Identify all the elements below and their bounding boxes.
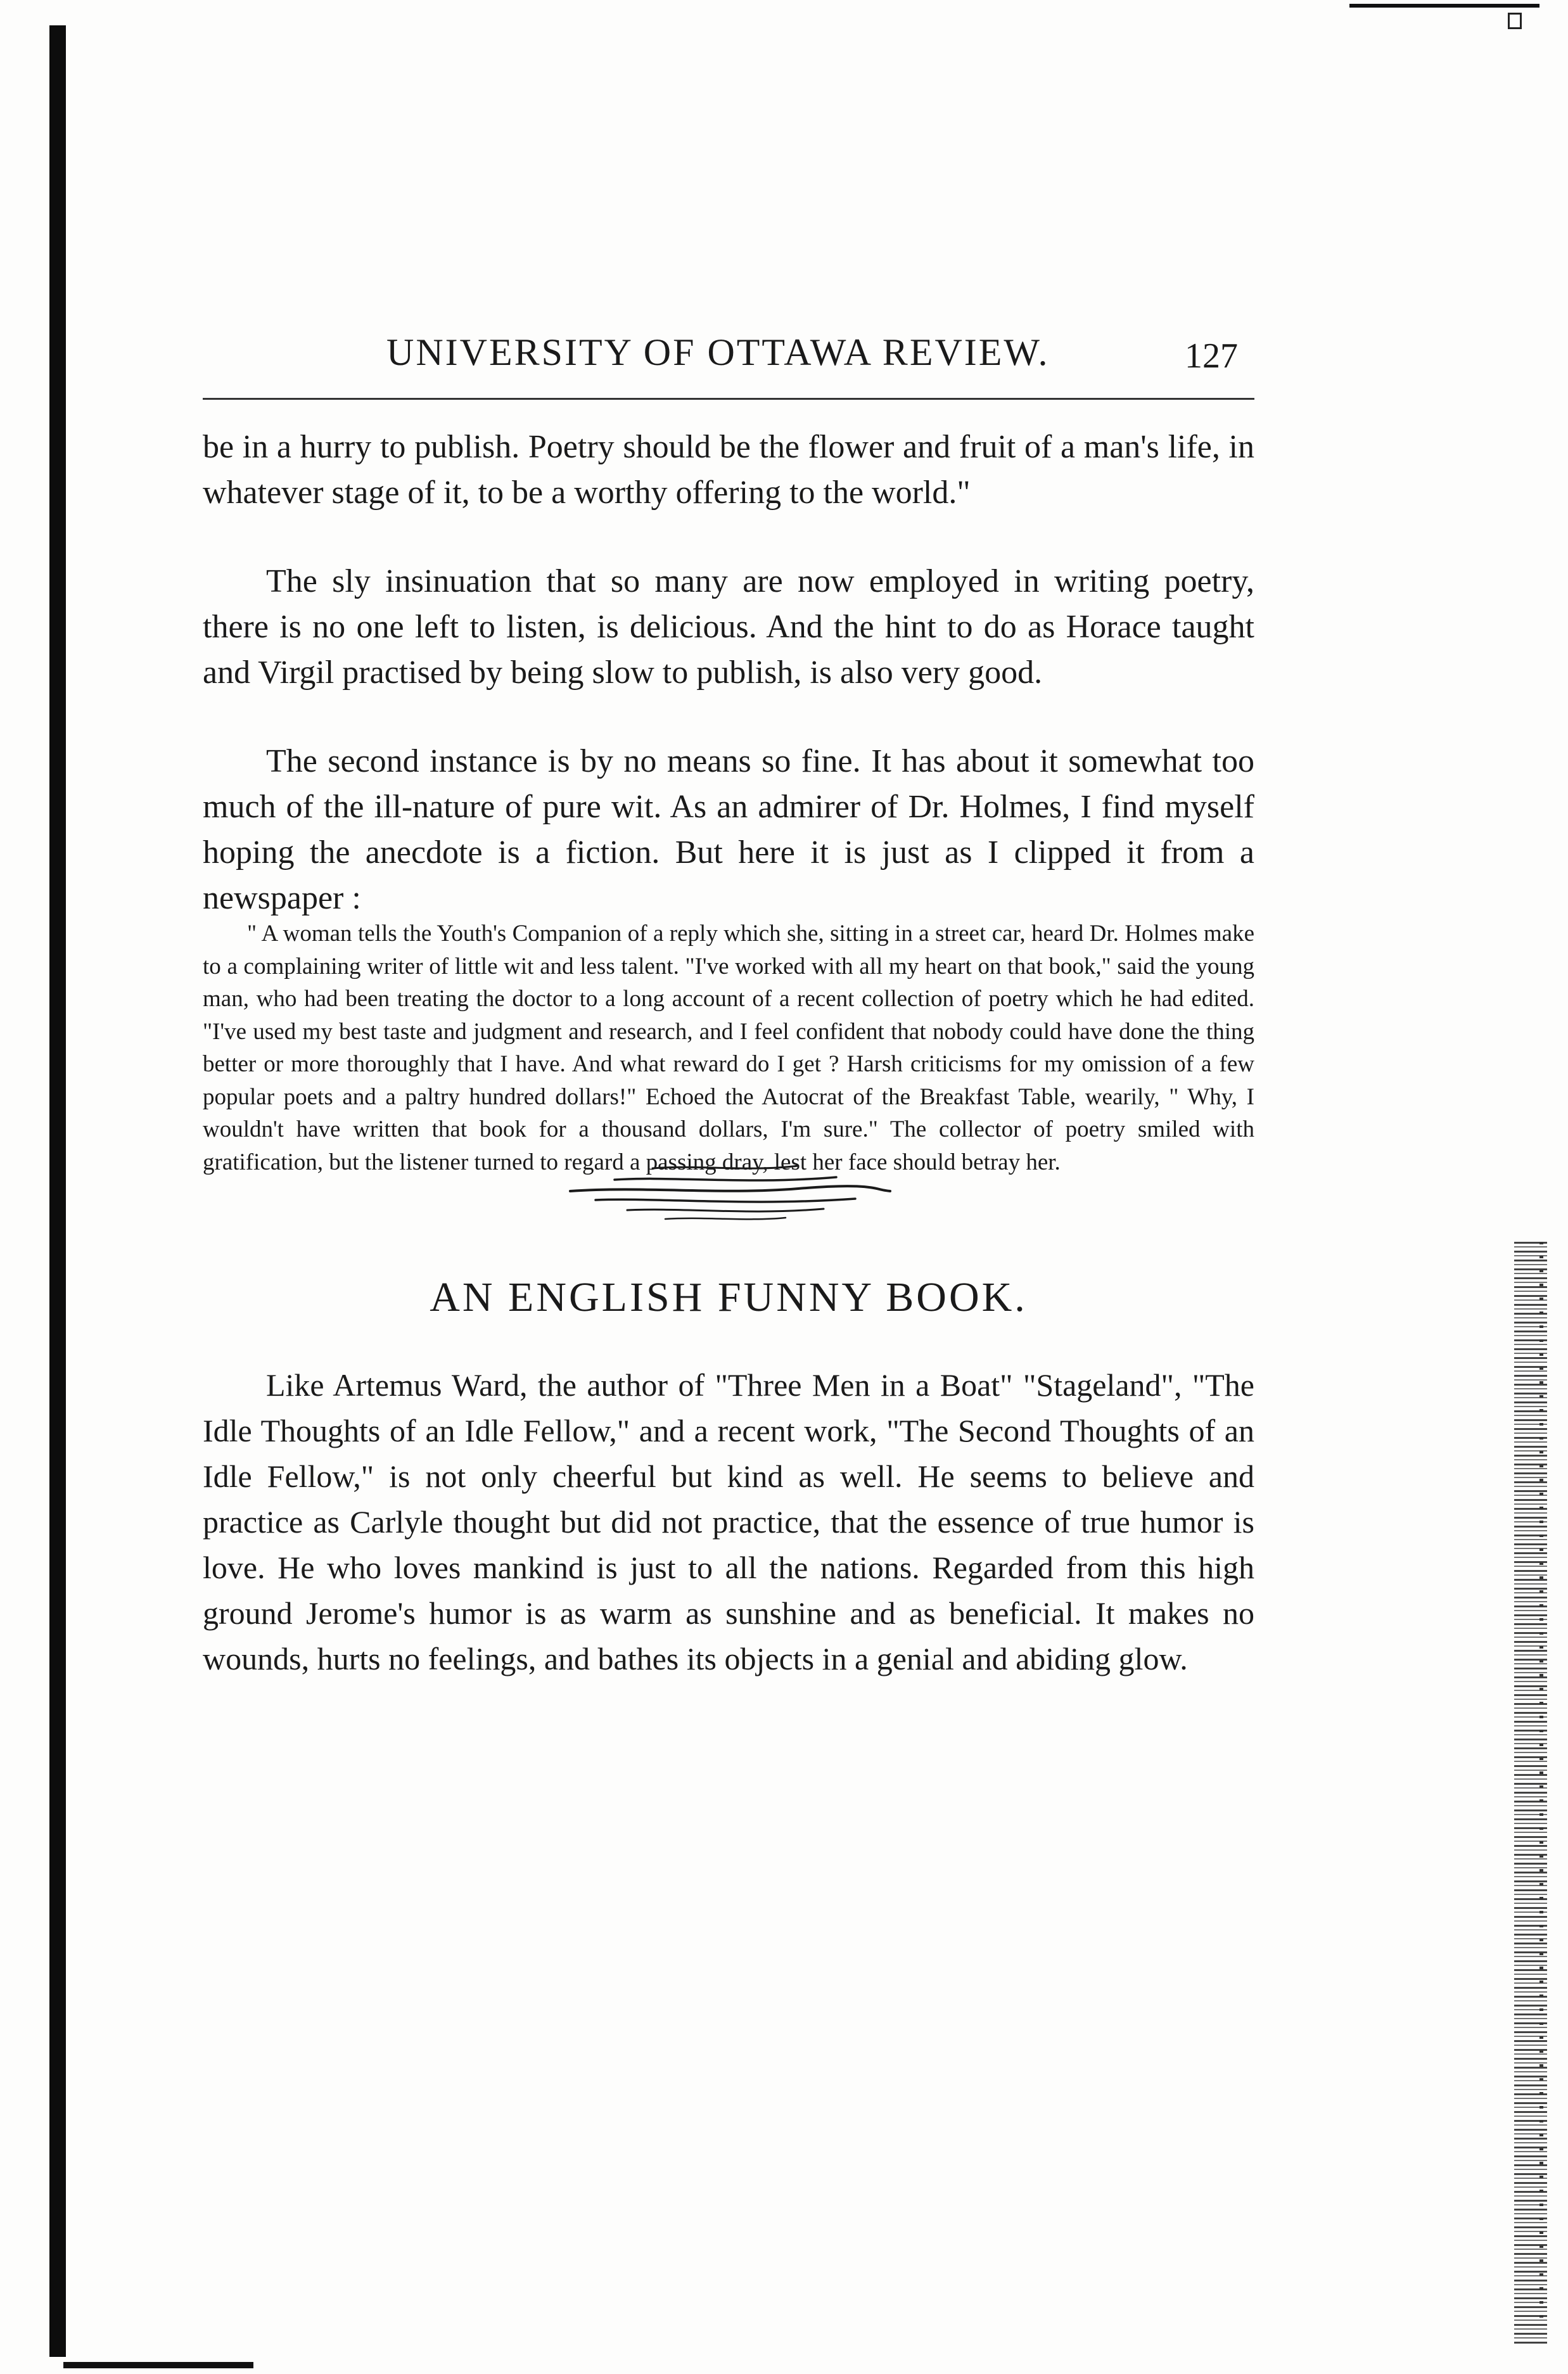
corner-mark [1508,13,1522,29]
header-rule [203,398,1254,400]
page-number: 127 [1185,336,1238,376]
page-edge-artifact [63,2362,253,2368]
margin-dots [1539,1242,1543,2319]
binding-shadow [49,25,66,2357]
journal-title: UNIVERSITY OF OTTAWA REVIEW. [386,331,1050,373]
newspaper-quote: " A woman tells the Youth's Companion of a reply which she, sitting in a street car, heard Dr. Holmes make to a complaining writer of little wit and less talent. "I've worked with all my heart on that book," said the young man, who had been treating the doctor to a long account of a recent collection of poetry which he had edited. "I've used my best taste and judgment and research, and I feel confident that nobody could have done the thing better or more thoroughly that I have. And what reward do I get ? Harsh criticisms for my omission of a few popular poets and a paltry hundred dollars!" Echoed the Autocrat of the Breakfast Table, wearily, " Why, I wouldn't have written that book for a thousand dollars, I'm sure." The collector of poetry smiled with gratification, but the listener turned to regard a passing dray, lest her face should betray her. [203,921,1254,1175]
section-title: AN ENGLISH FUNNY BOOK. [430,1274,1028,1320]
top-edge-artifact [1349,4,1539,8]
section-ornament [558,1153,900,1229]
running-header [386,331,1273,375]
paragraph-insinuation: The sly insinuation that so many are now employed in writing poetry, there is no one left to listen, is delicious. And the hint to do as Horace taught and Virgil practised by being slow to publish, is also very good. [203,563,1254,691]
paragraph-second-instance: The second instance is by no means so fine. It has about it somewhat too much of the ill-nature of pure wit. As an admirer of Dr. Holmes, I find myself hoping the anecdote is a fiction. But here it is just as I clipped it from a newspaper : [203,743,1254,916]
section-body: Like Artemus Ward, the author of "Three Men in a Boat" "Stageland", "The Idle Thoughts of an Idle Fellow," and a recent work, "The Second Thoughts of an Idle Fellow," is not only cheerful but kind as well. He seems to believe and practice as Carlyle thought but did not practice, that the essence of true humor is love. He who loves mankind is just to all the nations. Regarded from this high ground Jerome's humor is as warm as sunshine and as beneficial. It makes no wounds, hurts no feelings, and bathes its objects in a genial and abiding glow. [203,1367,1254,1676]
paragraph-continuation: be in a hurry to publish. Poetry should be the flower and fruit of a man's life, in whatever stage of it, to be a worthy offering to the world." [203,429,1254,511]
